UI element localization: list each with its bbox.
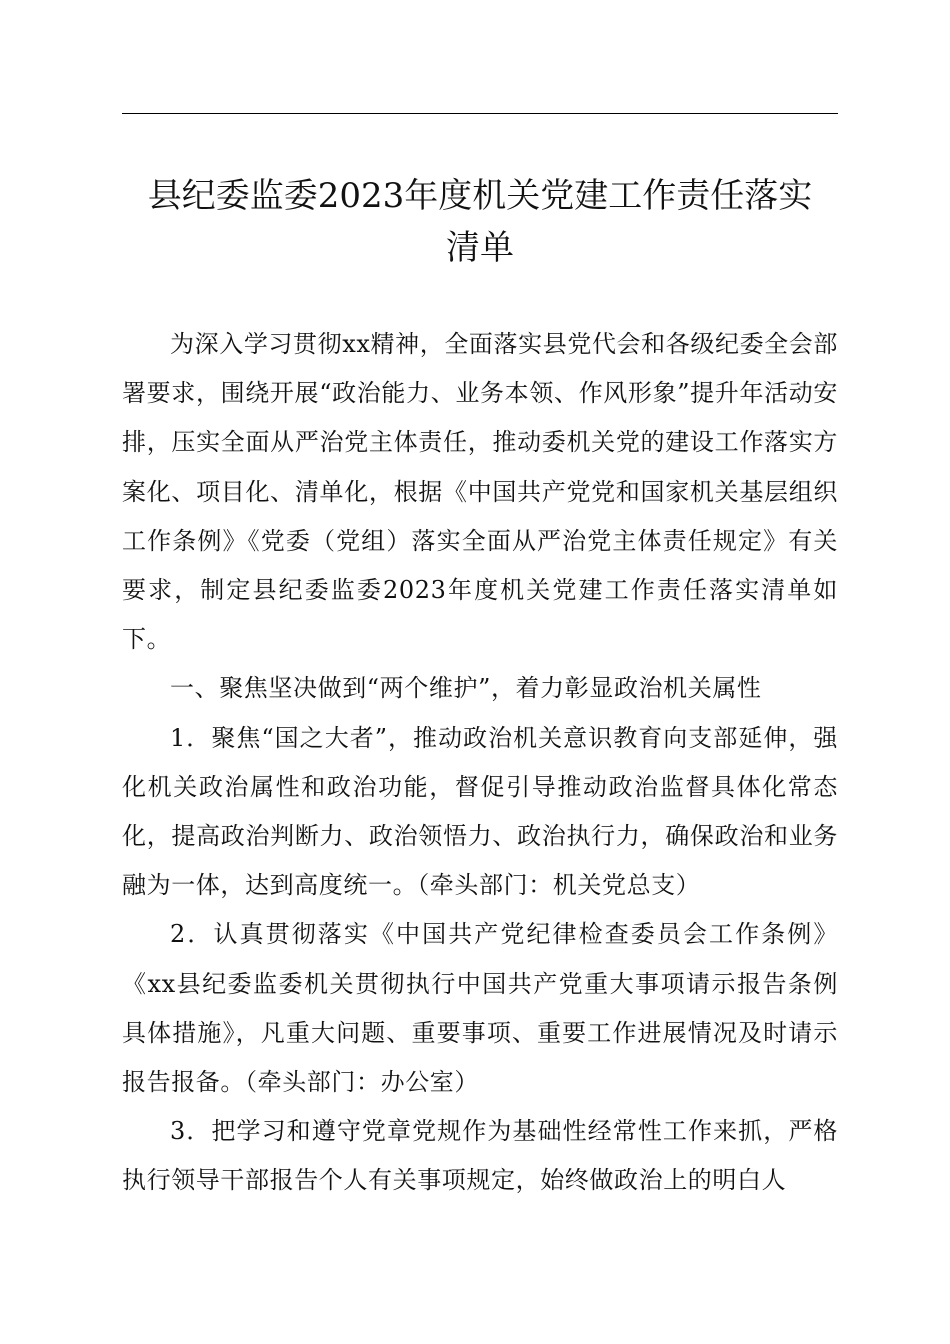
list-item-3: 3．把学习和遵守党章党规作为基础性经常性工作来抓，严格执行领导干部报告个人有关事项规定，始终做政治上的明白人 [122, 1117, 838, 1195]
header-rule [122, 113, 838, 114]
title-line-1: 县纪委监委2023年度机关党建工作责任落实 [147, 176, 813, 216]
list-item-2: 2．认真贯彻落实《中国共产党纪律检查委员会工作条例》《xx县纪委监委机关贯彻执行中国共产党重大事项请示报告条例具体措施》，凡重大问题、重要事项、重要工作进展情况及时请示报告报备。（牵头部门：办公室） [122, 920, 838, 1097]
title-line-2: 清单 [446, 228, 514, 268]
section-heading-1: 一、聚焦坚决做到“两个维护”，着力彰显政治机关属性 [170, 674, 762, 703]
document-title [122, 170, 838, 274]
intro-paragraph: 为深入学习贯彻xx精神，全面落实县党代会和各级纪委全会部署要求，围绕开展“政治能力、业务本领、作风形象”提升年活动安排，压实全面从严治党主体责任，推动委机关党的建设工作落实方案化、项目化、清单化，根据《中国共产党党和国家机关基层组织工作条例》《党委（党组）落实全面从严治党主体责任规定》有关要求，制定县纪委监委2023年度机关党建工作责任落实清单如下。 [122, 330, 838, 654]
document-body [122, 320, 838, 1206]
list-item-1: 1．聚焦“国之大者”，推动政治机关意识教育向支部延伸，强化机关政治属性和政治功能，督促引导推动政治监督具体化常态化，提高政治判断力、政治领悟力、政治执行力，确保政治和业务融为一体，达到高度统一。（牵头部门：机关党总支） [122, 723, 838, 900]
